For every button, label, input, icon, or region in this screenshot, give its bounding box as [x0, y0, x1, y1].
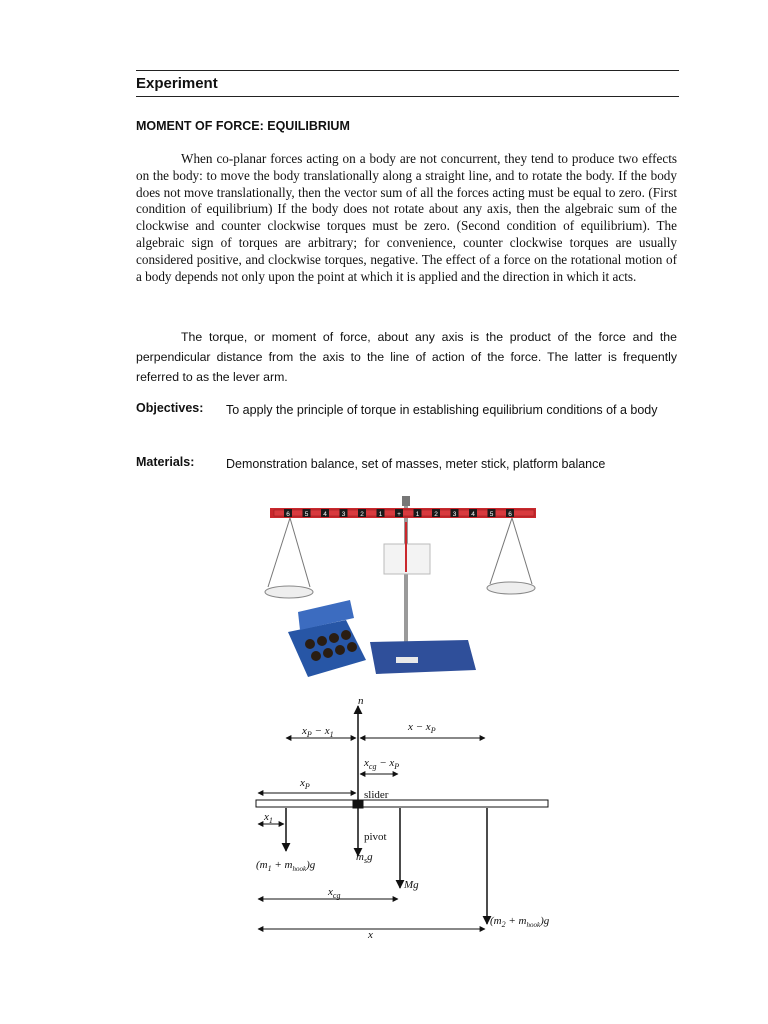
left-pan [265, 586, 313, 598]
label-Mg: Mg [404, 879, 419, 891]
stand-base [370, 640, 476, 674]
scale-number-label: 6 [508, 511, 512, 518]
label-m1-weight: $(m_1 + m_{hook})g$ [256, 859, 316, 873]
materials-text: Demonstration balance, set of masses, meter stick, platform balance [226, 457, 606, 471]
scale-number-label: 5 [489, 511, 494, 518]
scale-number-label: 5 [304, 511, 309, 518]
label-xp: $x_P$ [300, 777, 310, 791]
scale-number-label: 3 [452, 511, 457, 518]
objectives-text: To apply the principle of torque in establishing equilibrium conditions of a body [226, 403, 658, 417]
materials-label: Materials: [136, 455, 195, 469]
label-msg: $m_sg$ [356, 851, 373, 865]
label-m2-weight: $(m_2 + m_{hook})g$ [490, 915, 550, 929]
scale-number-label: 3 [341, 511, 346, 518]
right-pan [487, 582, 535, 594]
label-x: x [368, 929, 373, 941]
balance-apparatus-photo [258, 492, 538, 692]
scale-number-label: 6 [286, 511, 290, 518]
scale-number-label: 4 [471, 511, 475, 518]
label-x-minus-xp: $x - x_P$ [408, 721, 436, 735]
experiment-title: MOMENT OF FORCE: EQUILIBRIUM [136, 119, 350, 133]
label-xcg: $x_{cg}$ [328, 886, 341, 900]
label-xcg-minus-xp: $x_{cg} - x_P$ [364, 757, 400, 771]
scale-number-label: 4 [323, 511, 327, 518]
scale-number-label: 1 [415, 511, 420, 518]
intro-paragraph: When co-planar forces acting on a body are not concurrent, they tend to produce two effects on the body: to move the body translationally along a straight line, and to rotate the body. If the body does not move translationally, then the vector sum of all the forces acting must be equal to zero. (First condition of equilibrium) If the body does not rotate about any axis, then the algebraic sum of the clockwise and counter clockwise torques must be zero. (Second condition of equilibrium). The algebraic sign of torques are arbitrary; for convenience, counter clockwise torques are usually considered positive, and clockwise torques, negative. The effect of a force on the rotational motion of a body depends not only upon the point at which it is applied and the direction in which it acts. [136, 151, 677, 284]
scale-number-label: + [397, 511, 401, 518]
label-n: n [358, 696, 364, 707]
torque-paragraph: The torque, or moment of force, about any axis is the product of the force and the perpendicular distance from the axis to the line of action of the force. The latter is frequently referred to as the lever arm. [136, 330, 677, 384]
label-x1: $x_1$ [264, 811, 273, 825]
label-xp-minus-x1: $x_P - x_1$ [302, 725, 334, 739]
heading-rule [136, 96, 679, 97]
scale-number-label: 1 [378, 511, 383, 518]
meter-stick [256, 800, 548, 807]
section-heading: Experiment [136, 75, 218, 92]
top-rule [136, 70, 679, 71]
scale-number-label: 2 [360, 511, 364, 518]
pivot-block [353, 800, 363, 808]
objectives-label: Objectives: [136, 401, 204, 415]
force-diagram [250, 696, 570, 941]
scale-number-label: 2 [434, 511, 438, 518]
label-slider: slider [364, 789, 389, 801]
label-pivot: pivot [364, 831, 387, 843]
